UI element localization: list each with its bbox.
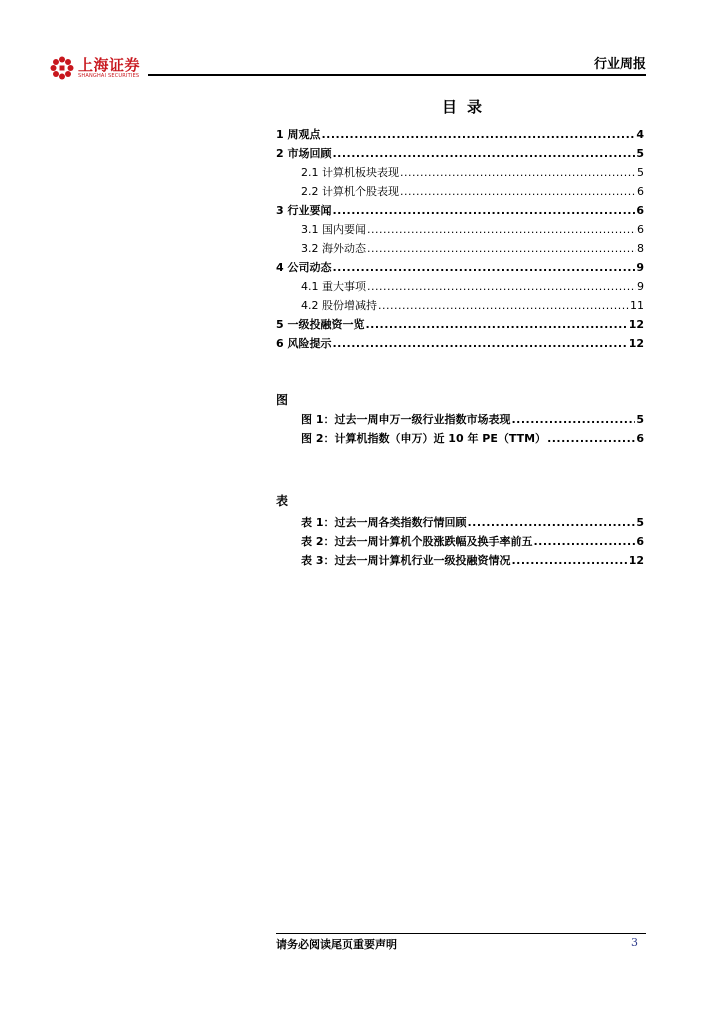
- tables-heading: 表: [276, 494, 289, 508]
- toc-entry-label: 4.1 重大事项: [301, 280, 366, 293]
- table-entry[interactable]: [301, 552, 644, 571]
- toc-entry-label: 3 行业要闻: [276, 204, 332, 217]
- dot-leader: [547, 432, 635, 445]
- table-entry-label: 表 2：过去一周计算机个股涨跌幅及换手率前五: [301, 535, 533, 548]
- toc-subentry[interactable]: [276, 240, 644, 259]
- dot-leader: [400, 185, 636, 198]
- figures-heading: 图: [276, 393, 289, 407]
- dot-leader: [332, 261, 635, 274]
- dot-leader: [332, 147, 635, 160]
- figure-entry-page: 6: [636, 432, 644, 445]
- footer-disclaimer: 请务必阅读尾页重要声明: [276, 938, 397, 951]
- table-entry-page: 5: [636, 516, 644, 529]
- table-entry-page: 12: [628, 554, 644, 567]
- dot-leader: [367, 242, 636, 255]
- dot-leader: [511, 413, 635, 426]
- dot-leader: [511, 554, 627, 567]
- toc-entry-page: 12: [628, 318, 644, 331]
- toc-subentry[interactable]: [276, 164, 644, 183]
- dot-leader: [365, 318, 627, 331]
- header-divider: [148, 74, 646, 76]
- page-number: 3: [631, 936, 638, 949]
- toc-entry-label: 5 一级投融资一览: [276, 318, 365, 331]
- tables-list: [301, 514, 644, 571]
- toc-entry[interactable]: [276, 202, 644, 221]
- figure-entry-label: 图 1：过去一周申万一级行业指数市场表现: [301, 413, 511, 426]
- dot-leader: [533, 535, 635, 548]
- toc-entry-page: 12: [628, 337, 644, 350]
- toc-entry-page: 8: [637, 242, 644, 255]
- toc-entry[interactable]: [276, 259, 644, 278]
- table-entry-label: 表 3：过去一周计算机行业一级投融资情况: [301, 554, 511, 567]
- toc-entry-label: 6 风险提示: [276, 337, 332, 350]
- toc-entry-page: 6: [637, 223, 644, 236]
- dot-leader: [378, 299, 629, 312]
- figures-list: [301, 411, 644, 449]
- toc-entry[interactable]: [276, 335, 644, 354]
- dot-leader: [400, 166, 636, 179]
- figure-entry[interactable]: [301, 430, 644, 449]
- toc-entry-page: 11: [630, 299, 644, 312]
- figure-entry-page: 5: [636, 413, 644, 426]
- figure-entry-label: 图 2：计算机指数（申万）近 10 年 PE（TTM）: [301, 432, 547, 445]
- report-type-label: 行业周报: [593, 57, 646, 72]
- toc-subentry[interactable]: [276, 183, 644, 202]
- company-logo: [50, 56, 140, 80]
- toc-entry-page: 6: [636, 204, 644, 217]
- toc-entry-label: 1 周观点: [276, 128, 321, 141]
- logo-emblem-icon: [50, 56, 74, 80]
- toc-subentry[interactable]: [276, 221, 644, 240]
- toc-entry-page: 9: [637, 280, 644, 293]
- logo-english-name: SHANGHAI SECURITIES: [78, 73, 140, 79]
- dot-leader: [467, 516, 635, 529]
- toc-entry-label: 4.2 股份增减持: [301, 299, 377, 312]
- table-entry[interactable]: [301, 514, 644, 533]
- toc-entry-page: 6: [637, 185, 644, 198]
- toc-entry-label: 2.2 计算机个股表现: [301, 185, 399, 198]
- toc-entry-label: 2.1 计算机板块表现: [301, 166, 399, 179]
- table-entry-label: 表 1：过去一周各类指数行情回顾: [301, 516, 467, 529]
- table-entry-page: 6: [636, 535, 644, 548]
- toc-entry[interactable]: [276, 145, 644, 164]
- toc-entry-label: 3.1 国内要闻: [301, 223, 366, 236]
- toc-entry[interactable]: [276, 316, 644, 335]
- toc-title: 目录: [442, 98, 493, 116]
- toc-list: [276, 126, 644, 354]
- toc-entry-page: 9: [636, 261, 644, 274]
- toc-subentry[interactable]: [276, 297, 644, 316]
- toc-entry-page: 5: [636, 147, 644, 160]
- toc-entry-label: 3.2 海外动态: [301, 242, 366, 255]
- toc-entry-page: 4: [636, 128, 644, 141]
- toc-subentry[interactable]: [276, 278, 644, 297]
- toc-entry[interactable]: [276, 126, 644, 145]
- dot-leader: [367, 280, 636, 293]
- dot-leader: [321, 128, 635, 141]
- dot-leader: [332, 337, 627, 350]
- dot-leader: [332, 204, 635, 217]
- figure-entry[interactable]: [301, 411, 644, 430]
- toc-entry-page: 5: [637, 166, 644, 179]
- footer-divider: [276, 933, 646, 934]
- table-entry[interactable]: [301, 533, 644, 552]
- toc-entry-label: 4 公司动态: [276, 261, 332, 274]
- dot-leader: [367, 223, 636, 236]
- logo-chinese-name: 上海证券: [78, 56, 141, 74]
- toc-entry-label: 2 市场回顾: [276, 147, 332, 160]
